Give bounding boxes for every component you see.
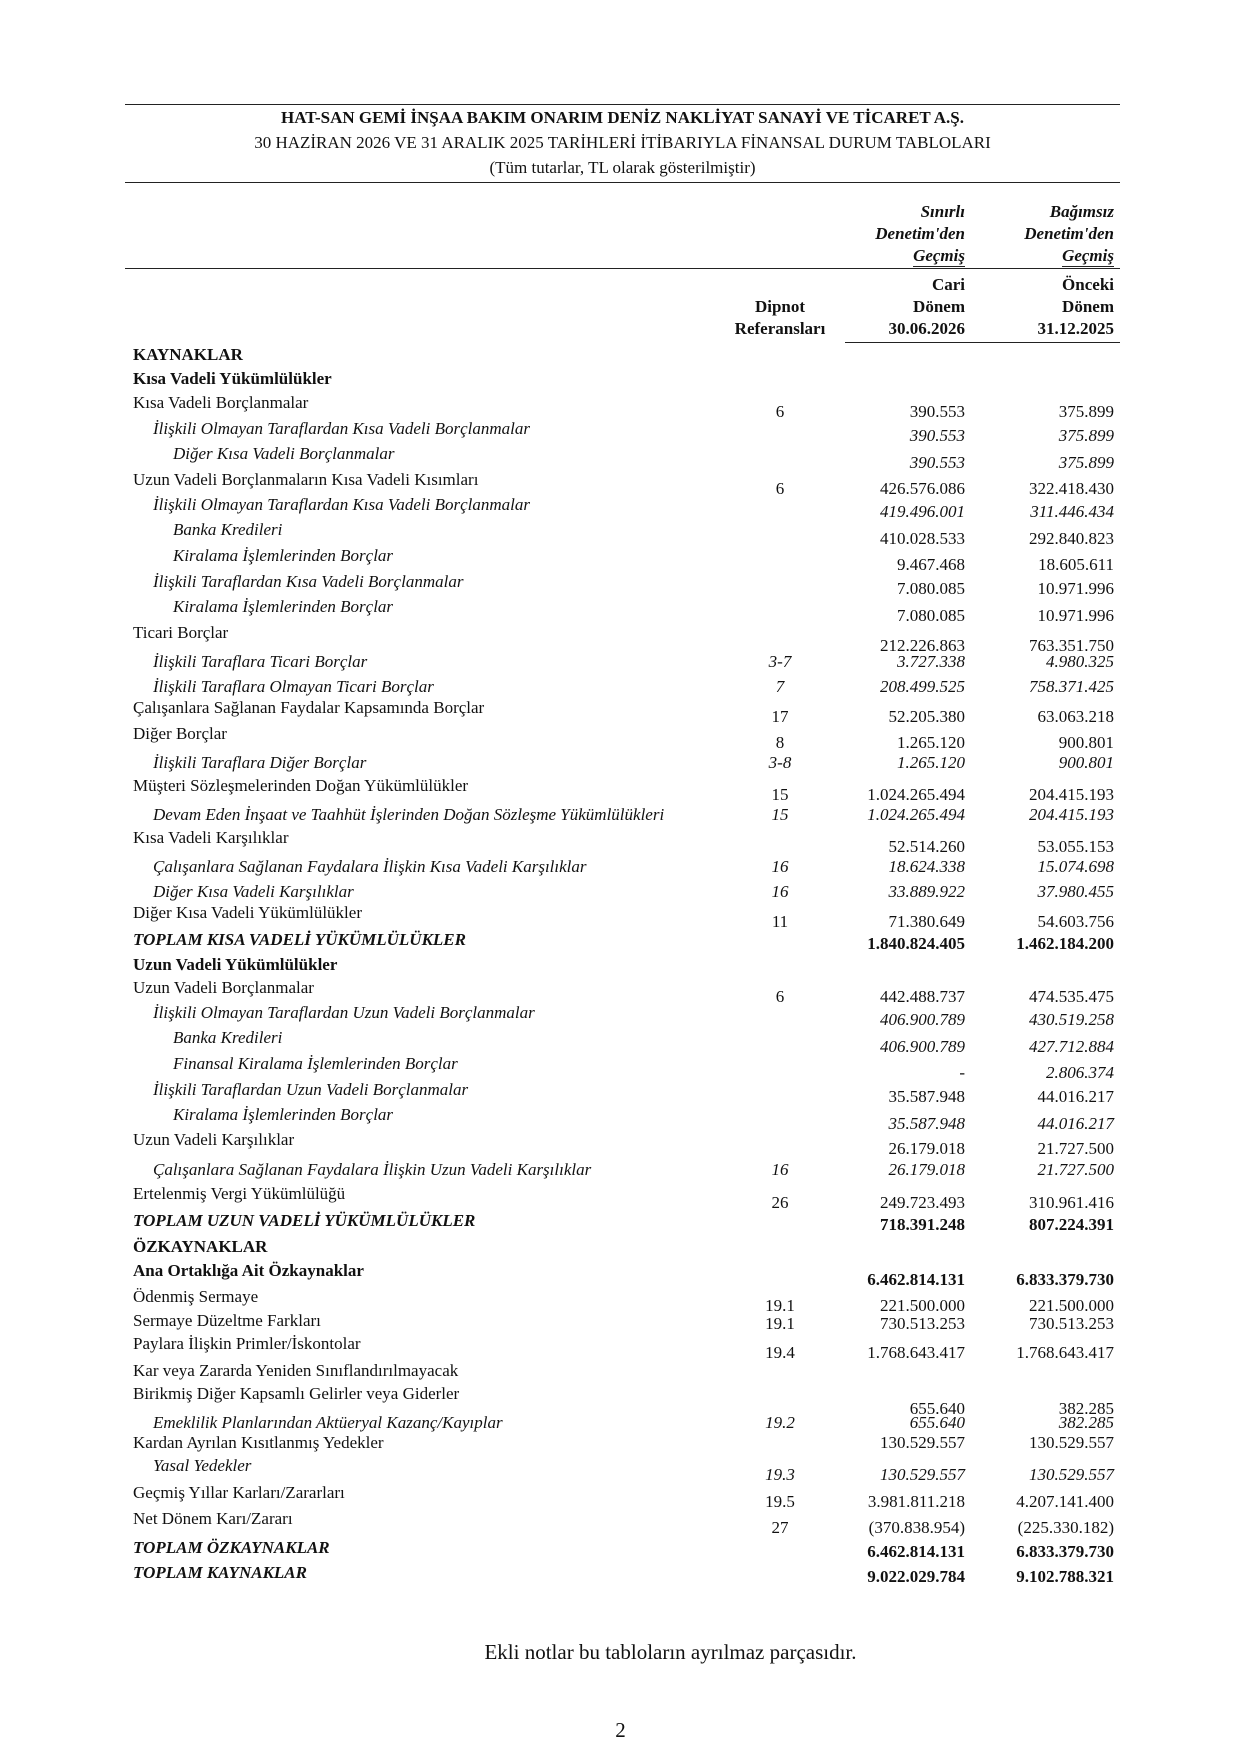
note-reference: 19.2 <box>765 1413 795 1432</box>
table-row <box>0 1053 1241 1082</box>
note-reference: 8 <box>775 733 785 752</box>
current-period-value: 442.488.737 <box>880 987 965 1006</box>
table-row <box>0 1104 1241 1133</box>
row-label: İlişkili Olmayan Taraflardan Uzun Vadeli Borçlanmalar <box>153 1003 535 1022</box>
prior-period-value: 53.055.153 <box>1037 837 1114 856</box>
row-label: Birikmiş Diğer Kapsamlı Gelirler veya Giderler <box>133 1384 460 1403</box>
table-row <box>0 622 1241 655</box>
row-label: ÖZKAYNAKLAR <box>133 1237 268 1256</box>
row-label: Kısa Vadeli Yükümlülükler <box>133 369 332 388</box>
current-period-value: 9.022.029.784 <box>867 1567 965 1586</box>
row-label: Uzun Vadeli Borçlanmalar <box>133 978 314 997</box>
current-period-value: 3.981.811.218 <box>867 1492 965 1511</box>
row-label: İlişkili Taraflara Olmayan Ticari Borçlar <box>153 677 434 696</box>
row-label: İlişkili Taraflara Diğer Borçlar <box>153 753 367 772</box>
row-label: İlişkili Taraflara Ticari Borçlar <box>153 652 368 671</box>
prior-period-value: 382.285 <box>1058 1399 1114 1418</box>
table-row <box>0 1508 1241 1537</box>
table-row <box>0 1310 1241 1334</box>
note-reference: 6 <box>775 402 785 421</box>
prior-period-value: 322.418.430 <box>1029 479 1114 498</box>
table-row <box>0 1537 1241 1561</box>
prior-period-value: 204.415.193 <box>1029 785 1114 804</box>
current-period-value: 390.553 <box>909 426 965 445</box>
table-row <box>0 775 1241 804</box>
page-number: 2 <box>615 1718 626 1742</box>
row-label: Uzun Vadeli Borçlanmaların Kısa Vadeli Kısımları <box>133 470 479 489</box>
prior-period-value: 900.801 <box>1058 733 1114 752</box>
row-label: Yasal Yedekler <box>153 1456 252 1475</box>
prior-period-value: 375.899 <box>1058 426 1114 445</box>
prior-period-value: 311.446.434 <box>1030 502 1114 521</box>
prior-period-value: 10.971.996 <box>1037 579 1114 598</box>
table-row <box>0 977 1241 1006</box>
audit-status-current: Sınırlı Denetim'den Geçmiş <box>875 202 965 265</box>
row-label: Diğer Borçlar <box>133 724 227 743</box>
note-reference: 15 <box>771 785 789 804</box>
table-row <box>0 1333 1241 1362</box>
current-period-value: 390.553 <box>909 453 965 472</box>
row-label: Ertelenmiş Vergi Yükümlülüğü <box>133 1184 346 1203</box>
note-reference: 6 <box>775 987 785 1006</box>
prior-period-value: 15.074.698 <box>1037 857 1114 876</box>
row-label: Devam Eden İnşaat ve Taahhüt İşlerinden Doğan Sözleşme Yükümlülükleri <box>153 805 665 824</box>
prior-period-value: 2.806.374 <box>1046 1063 1114 1082</box>
current-period-value: 655.640 <box>909 1413 965 1432</box>
note-reference: 16 <box>771 857 789 876</box>
row-label: Ana Ortaklığa Ait Özkaynaklar <box>133 1261 364 1280</box>
prior-period-value: 375.899 <box>1058 453 1114 472</box>
current-period-value: 406.900.789 <box>880 1010 965 1029</box>
row-label: Kiralama İşlemlerinden Borçlar <box>173 1105 394 1124</box>
current-period-value: 52.514.260 <box>888 837 965 856</box>
table-row <box>0 1383 1241 1418</box>
prior-period-value: 1.768.643.417 <box>1016 1343 1114 1362</box>
current-period-value: 9.467.468 <box>897 555 965 574</box>
current-period-value: 26.179.018 <box>888 1139 965 1158</box>
prior-period-value: 130.529.557 <box>1029 1465 1114 1484</box>
current-period-value: 406.900.789 <box>880 1037 965 1056</box>
row-label: Ödenmiş Sermaye <box>133 1287 259 1306</box>
note-reference: 19.1 <box>765 1314 795 1333</box>
note-reference: 26 <box>771 1193 789 1212</box>
current-period-value: 390.553 <box>909 402 965 421</box>
note-reference: 19.1 <box>765 1296 795 1315</box>
note-reference: 15 <box>771 805 789 824</box>
row-label: Banka Kredileri <box>173 1028 283 1047</box>
period-header-rule <box>845 342 1120 343</box>
note-reference-header: Dipnot Referansları <box>734 297 826 338</box>
note-reference: 19.3 <box>765 1465 795 1484</box>
current-period-value: 1.265.120 <box>897 733 965 752</box>
row-label: Sermaye Düzeltme Farkları <box>133 1311 321 1330</box>
current-period-value: 7.080.085 <box>897 579 965 598</box>
prior-period-value: 37.980.455 <box>1037 882 1114 901</box>
current-period-value: 426.576.086 <box>880 479 965 498</box>
row-label: Çalışanlara Sağlanan Faydalara İlişkin Uzun Vadeli Karşılıklar <box>153 1160 592 1179</box>
prior-period-value: 6.833.379.730 <box>1016 1270 1114 1289</box>
prior-period-value: 6.833.379.730 <box>1016 1542 1114 1561</box>
table-row <box>0 494 1241 521</box>
row-label: Kısa Vadeli Karşılıklar <box>133 828 289 847</box>
current-period-value: 249.723.493 <box>880 1193 965 1212</box>
prior-period-value: 63.063.218 <box>1037 707 1114 726</box>
row-label: Kardan Ayrılan Kısıtlanmış Yedekler <box>133 1433 384 1452</box>
current-period-value: 7.080.085 <box>897 606 965 625</box>
prior-period-value: 221.500.000 <box>1029 1296 1114 1315</box>
current-period-value: (370.838.954) <box>868 1518 965 1537</box>
prior-period-value: 292.840.823 <box>1029 529 1114 548</box>
row-label: İlişkili Olmayan Taraflardan Kısa Vadeli Borçlanmalar <box>153 419 531 438</box>
prior-period-value: 44.016.217 <box>1037 1114 1114 1133</box>
row-label: Ticari Borçlar <box>133 623 229 642</box>
prior-period-value: 54.603.756 <box>1037 912 1114 931</box>
table-row <box>0 651 1241 675</box>
table-row <box>0 856 1241 880</box>
table-row <box>0 469 1241 498</box>
table-row <box>0 827 1241 856</box>
note-reference: 11 <box>771 912 789 931</box>
audit-status-prior: Bağımsız Denetim'den Geçmiş <box>1024 202 1114 265</box>
current-period-value: 655.640 <box>909 1399 965 1418</box>
row-label: TOPLAM UZUN VADELİ YÜKÜMLÜLÜKLER <box>133 1211 476 1230</box>
prior-period-value: 130.529.557 <box>1029 1433 1114 1452</box>
current-period-value: 130.529.557 <box>880 1433 965 1452</box>
row-label: Uzun Vadeli Karşılıklar <box>133 1130 295 1149</box>
prior-period-value: 382.285 <box>1058 1413 1114 1432</box>
row-label: Çalışanlara Sağlanan Faydalar Kapsamında Borçlar <box>133 698 485 717</box>
company-name: HAT-SAN GEMİ İNŞAA BAKIM ONARIM DENİZ NAKLİYAT SANAYİ VE TİCARET A.Ş. <box>281 108 964 127</box>
header-rule <box>125 182 1120 183</box>
row-label: Kiralama İşlemlerinden Borçlar <box>173 546 394 565</box>
table-row <box>0 929 1241 953</box>
prior-period-value: 758.371.425 <box>1029 677 1114 696</box>
table-row <box>0 1432 1241 1456</box>
table-row <box>0 1027 1241 1056</box>
footer-note: Ekli notlar bu tabloların ayrılmaz parçasıdır. <box>484 1640 857 1664</box>
table-row <box>0 443 1241 472</box>
table-row <box>0 1236 1241 1260</box>
row-label: Emeklilik Planlarından Aktüeryal Kazanç/Kayıplar <box>153 1413 503 1432</box>
current-period-value: 1.840.824.405 <box>867 934 965 953</box>
table-row <box>0 1002 1241 1029</box>
current-period-value: 18.624.338 <box>888 857 965 876</box>
prior-period-value: 1.462.184.200 <box>1016 934 1114 953</box>
current-period-value: 130.529.557 <box>880 1465 965 1484</box>
row-label: Diğer Kısa Vadeli Karşılıklar <box>153 882 354 901</box>
table-row <box>0 1260 1241 1289</box>
table-row <box>0 596 1241 625</box>
row-label: TOPLAM KISA VADELİ YÜKÜMLÜLÜKLER <box>133 930 466 949</box>
current-period-value: 1.265.120 <box>897 753 965 772</box>
row-label: Net Dönem Karı/Zararı <box>133 1509 293 1528</box>
table-row <box>0 1286 1241 1315</box>
table-row <box>0 902 1241 931</box>
row-label: İlişkili Olmayan Taraflardan Kısa Vadeli Borçlanmalar <box>153 495 531 514</box>
prior-period-value: 430.519.258 <box>1029 1010 1114 1029</box>
prior-period-value: 4.207.141.400 <box>1016 1492 1114 1511</box>
table-row <box>0 368 1241 392</box>
current-period-header: Cari Dönem 30.06.2026 <box>888 275 965 338</box>
current-period-value: - <box>959 1063 965 1082</box>
table-row <box>0 1129 1241 1158</box>
note-reference: 7 <box>775 677 785 696</box>
current-period-value: 6.462.814.131 <box>867 1270 965 1289</box>
table-row <box>0 697 1241 726</box>
table-row <box>0 804 1241 828</box>
note-reference: 19.4 <box>765 1343 795 1362</box>
table-row <box>0 392 1241 421</box>
row-label: KAYNAKLAR <box>133 345 243 364</box>
note-reference: 19.5 <box>765 1492 795 1511</box>
table-row <box>0 545 1241 574</box>
current-period-value: 35.587.948 <box>888 1114 965 1133</box>
row-label: Çalışanlara Sağlanan Faydalara İlişkin Kısa Vadeli Karşılıklar <box>153 857 587 876</box>
table-row <box>0 1079 1241 1106</box>
note-reference: 16 <box>771 882 789 901</box>
current-period-value: 71.380.649 <box>888 912 965 931</box>
row-label: Diğer Kısa Vadeli Yükümlülükler <box>133 903 362 922</box>
table-row <box>0 1210 1241 1234</box>
statement-title: 30 HAZİRAN 2026 VE 31 ARALIK 2025 TARİHLERİ İTİBARIYLA FİNANSAL DURUM TABLOLARI <box>254 133 991 152</box>
prior-period-value: (225.330.182) <box>1017 1518 1114 1537</box>
row-label: Müşteri Sözleşmelerinden Doğan Yükümlülükler <box>133 776 469 795</box>
column-header-rule <box>125 268 1120 269</box>
current-period-value: 208.499.525 <box>880 677 965 696</box>
row-label: Uzun Vadeli Yükümlülükler <box>133 955 338 974</box>
current-period-value: 1.768.643.417 <box>867 1343 965 1362</box>
current-period-value: 718.391.248 <box>880 1215 965 1234</box>
prior-period-value: 204.415.193 <box>1029 805 1114 824</box>
row-label: İlişkili Taraflardan Kısa Vadeli Borçlanmalar <box>153 572 464 591</box>
table-row <box>0 1562 1241 1586</box>
prior-period-value: 21.727.500 <box>1037 1160 1114 1179</box>
currency-note: (Tüm tutarlar, TL olarak gösterilmiştir) <box>489 158 756 177</box>
table-row <box>0 418 1241 445</box>
table-row <box>0 954 1241 978</box>
row-label: Kiralama İşlemlerinden Borçlar <box>173 597 394 616</box>
current-period-value: 410.028.533 <box>880 529 965 548</box>
current-period-value: 6.462.814.131 <box>867 1542 965 1561</box>
note-reference: 17 <box>771 707 789 726</box>
current-period-value: 212.226.863 <box>880 636 965 655</box>
prior-period-value: 9.102.788.321 <box>1016 1567 1114 1586</box>
prior-period-value: 763.351.750 <box>1029 636 1114 655</box>
prior-period-value: 474.535.475 <box>1029 987 1114 1006</box>
table-row <box>0 1482 1241 1511</box>
table-row <box>0 344 1241 368</box>
prior-period-header: Önceki Dönem 31.12.2025 <box>1037 275 1114 338</box>
current-period-value: 419.496.001 <box>880 502 965 521</box>
current-period-value: 3.727.338 <box>897 652 965 671</box>
row-label: TOPLAM ÖZKAYNAKLAR <box>133 1538 330 1557</box>
prior-period-value: 730.513.253 <box>1029 1314 1114 1333</box>
note-reference: 27 <box>771 1518 789 1537</box>
table-row <box>0 571 1241 598</box>
row-label: Paylara İlişkin Primler/İskontolar <box>133 1334 361 1353</box>
prior-period-value: 427.712.884 <box>1029 1037 1114 1056</box>
row-label: Kar veya Zararda Yeniden Sınıflandırılmayacak <box>133 1361 459 1380</box>
table-row <box>0 752 1241 776</box>
row-label: Diğer Kısa Vadeli Borçlanmalar <box>173 444 395 463</box>
row-label: TOPLAM KAYNAKLAR <box>133 1563 307 1582</box>
row-label: Finansal Kiralama İşlemlerinden Borçlar <box>173 1054 458 1073</box>
prior-period-value: 807.224.391 <box>1029 1215 1114 1234</box>
note-reference: 3-8 <box>768 753 792 772</box>
current-period-value: 35.587.948 <box>888 1087 965 1106</box>
prior-period-value: 900.801 <box>1058 753 1114 772</box>
table-row <box>0 519 1241 548</box>
current-period-value: 26.179.018 <box>888 1160 965 1179</box>
table-row <box>0 723 1241 752</box>
current-period-value: 730.513.253 <box>880 1314 965 1333</box>
table-row <box>0 1159 1241 1183</box>
row-label: İlişkili Taraflardan Uzun Vadeli Borçlanmalar <box>153 1080 469 1099</box>
prior-period-value: 375.899 <box>1058 402 1114 421</box>
note-reference: 6 <box>775 479 785 498</box>
prior-period-value: 44.016.217 <box>1037 1087 1114 1106</box>
current-period-value: 1.024.265.494 <box>867 805 965 824</box>
table-row <box>0 1360 1241 1384</box>
table-row <box>0 1455 1241 1484</box>
row-label: Banka Kredileri <box>173 520 283 539</box>
prior-period-value: 4.980.325 <box>1046 652 1114 671</box>
note-reference: 16 <box>771 1160 789 1179</box>
row-label: Kısa Vadeli Borçlanmalar <box>133 393 309 412</box>
current-period-value: 33.889.922 <box>888 882 965 901</box>
current-period-value: 1.024.265.494 <box>867 785 965 804</box>
top-rule <box>125 104 1120 105</box>
prior-period-value: 310.961.416 <box>1029 1193 1114 1212</box>
prior-period-value: 10.971.996 <box>1037 606 1114 625</box>
prior-period-value: 21.727.500 <box>1037 1139 1114 1158</box>
current-period-value: 221.500.000 <box>880 1296 965 1315</box>
table-row <box>0 1183 1241 1212</box>
current-period-value: 52.205.380 <box>888 707 965 726</box>
row-label: Geçmiş Yıllar Karları/Zararları <box>133 1483 345 1502</box>
prior-period-value: 18.605.611 <box>1038 555 1114 574</box>
note-reference: 3-7 <box>768 652 792 671</box>
